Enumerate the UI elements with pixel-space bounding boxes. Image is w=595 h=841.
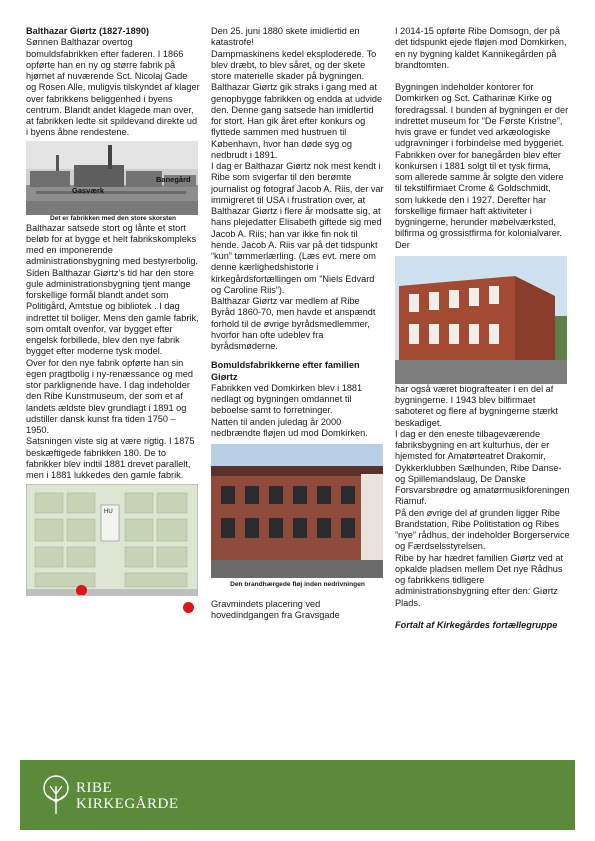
- paragraph: Bygningen indeholder kontorer for Domkirken og Sct. Catharinæ Kirke og foredragssal. I bunden af bygningen er der indrettet museum for ”De Første Kristne”, hvis grave er fundet ved arkæologiske udgravninger i forbindelse med byggeriet.: [395, 82, 569, 149]
- paragraph: I 2014-15 opførte Ribe Domsogn, der på det tidspunkt ejede fløjen mod Domkirken, en ny bygning kaldet Kannikegården på brandtomten.: [395, 26, 567, 70]
- logo-text-kirkegaarde: KIRKEGÅRDE: [76, 796, 179, 812]
- logo-text-ribe: RIBE: [76, 780, 113, 796]
- column-2: [211, 26, 384, 622]
- photo-caption: Det er fabrikken med den store skorsten: [49, 214, 177, 222]
- paragraph: I dag er den eneste tilbageværende fabriksbygning en art kulturhus, der er hjemsted for Amatørteatret Drakomir, Dykkerklubben Sælhunden, Ribe Danse- og Spillemandslaug, De Danske Forsvarsbrødre og amatørmusikforeningen Riamuf.: [395, 428, 570, 507]
- photo-caption: Den brandhærgede fløj inden nedrivningen: [230, 581, 365, 588]
- paragraph: Fabrikken ved Domkirken blev i 1881 nedlagt og bygningen omdannet til beboelse samt to forretninger.: [211, 382, 363, 416]
- paragraph: På den øvrige del af grunden ligger Ribe Brandstation, Ribe Politistation og Ribes ”nye” rådhus, der indeholder Borgerservice og Færdselsstyrelsen.: [395, 507, 570, 552]
- factory-historic-photo: [26, 141, 198, 215]
- photo-label-gasworks: Gasværk: [72, 185, 105, 195]
- burned-wing-illustration: [211, 444, 383, 578]
- factory-photo-illustration: [26, 141, 198, 215]
- factory-building-photo: [395, 256, 567, 384]
- paragraph: Ribe by har hædret familien Giørtz ved at opkalde pladsen mellem Det nye Rådhus og fabrikkens tidligere administrationsbygning efter den: Giørtz Plads.: [395, 552, 563, 608]
- cemetery-map: [26, 484, 198, 596]
- paragraph: Satsningen viste sig at være rigtig. I 1875 beskæftigede fabrikken 180. De to fabrikker blev indtil 1881 drevet parallelt, men i 1881 lukkedes den gamle fabrik.: [26, 436, 195, 480]
- paragraph: Dampmaskinens kedel eksploderede. To blev dræbt, to blev såret, og der skete store materielle skader på bygningen.: [211, 48, 377, 81]
- section-heading: Balthazar Giørtz (1827-1890): [26, 26, 150, 36]
- grave-location-marker: [183, 602, 194, 613]
- paragraph: Fabrikken over for banegården blev efter konkursen i 1881 solgt til et tysk firma, som allerede samme år solgte den videre til tekstilfirmaet Crome & Goldschmidt, som lukkede den i 1927. Derefter har forskellige firmaer haft aktiviteter i bygningerne, herunder møbelværksted, bilfirma og grossistfirma for kolonialvarer. Der: [395, 149, 564, 250]
- paragraph: Den 25. juni 1880 skete imidlertid en katastrofe!: [211, 26, 360, 48]
- paragraph: Natten til anden juledag år 2000 nedbrændte fløjen ud mod Domkirken.: [211, 416, 368, 438]
- cemetery-map-illustration: [27, 485, 197, 595]
- burned-wing-photo: [211, 444, 383, 578]
- map-label-hu: HU: [104, 509, 113, 516]
- signoff: Fortalt af Kirkegårdes fortællegruppe: [395, 619, 558, 630]
- paragraph: Over for den nye fabrik opførte han sin egen pragtbolig i ny-renæssance og med stor parklignende have. I dag indeholder den Ribe Kunstmuseum, der som et af landets ældste blev grundlagt i 1891 og udstiller dansk kunst fra tiden 1750 – 1950.: [26, 357, 194, 435]
- paragraph: har også været biografteater i en del af bygningerne. I 1943 blev bilfirmaet saboteret og flere af bygningerne stærkt beskadiget.: [395, 383, 558, 428]
- photo-label-station: Banegård: [156, 174, 191, 184]
- tree-icon: [42, 774, 70, 816]
- paragraph: Gravmindets placering ved hovedindgangen fra Gravsgade: [211, 599, 340, 621]
- column-3: [395, 26, 570, 631]
- section-heading: Bomuldsfabrikkerne efter familien Giørtz: [211, 360, 360, 382]
- paragraph: I dag er Balthazar Giørtz nok mest kendt i Ribe som svigerfar til den berømte journalist og fotograf Jacob A. Riis, der var immigreret til USA i frustration over, at Balthazar Giørtz i flere år modsatte sig, at hans plejedatter Elisabeth giftede sig med Jacob A. Riis; han var ikke fin nok til hende. Jacob A. Riis var på det tidspunkt “kun” tømmerlærling. (Læs evt. mere om denne kærlighedshistorie i kirkegårdsfortællingen om ”Niels Edvard og Caroline Riis”).: [211, 161, 384, 295]
- footer-banner: [20, 760, 575, 830]
- paragraph: Balthazar Giørtz var medlem af Ribe Byråd 1860-70, men havde et anspændt forhold til de øvrige byrådsmedlemmer, hvorfor han ofte udeblev fra byrådsmøderne.: [211, 296, 376, 351]
- paragraph: Balthazar Giørtz gik straks i gang med at genopbygge fabrikken og endda at udvide den. Denne gang satsede han imidlertid for stort. Han gik året efter konkurs og flyttede sammen med hustruen til København, hvor han døde syg og nedbrudt i 1891.: [211, 82, 383, 160]
- factory-building-illustration: [395, 256, 567, 384]
- paragraph: Sønnen Balthazar overtog bomuldsfabrikken efter faderen. I 1866 opførte han en ny og større fabrik på hjørnet af nuværende Sct. Nicolaj Gade og Rosen Alle, muligvis tilskyndet af klager over fabrikkens beliggenhed i byens centrum. Blandt andet klagede man over, at fabrikken ledte sit spildevand direkte ud i byens åbne rendestene.: [26, 37, 200, 138]
- column-1: [26, 26, 200, 596]
- ribe-kirkegaarde-logo: [42, 774, 182, 818]
- paragraph: Balthazar satsede stort og lånte et stort beløb for at bygge et helt fabrikskompleks med en imponerende administrationsbygning med bestyrerbolig. Siden Balthazar Giørtz’s tid har den store gule administrationsbygning tjent mange forskellige formål blandt andet som Politigård, Amtstue og bibliotek . I dag indrettet til boliger. Mens den gamle fabrik, som omtalt ovenfor, var bygget efter engelsk forbillede, blev den nye fabrik bygget efter moderne tysk model.: [26, 222, 199, 357]
- grave-location-note: [211, 599, 384, 622]
